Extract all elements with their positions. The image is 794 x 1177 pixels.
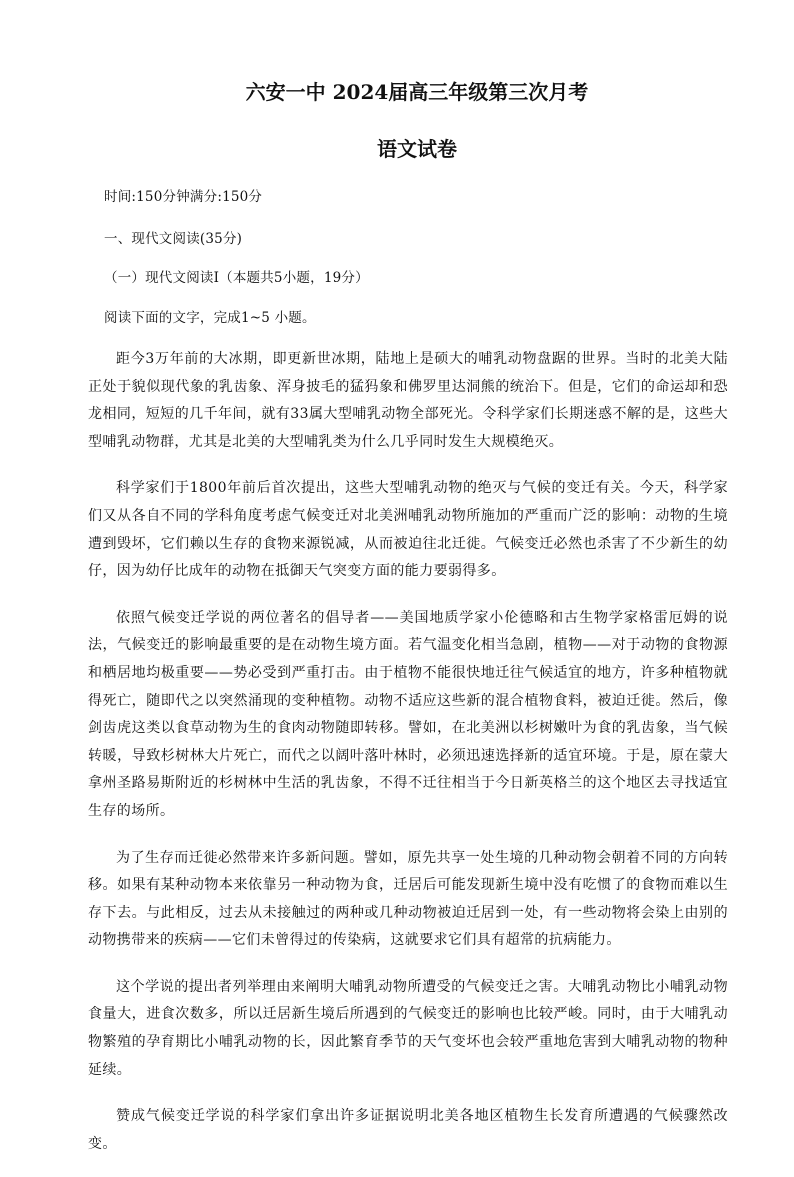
section-heading: 一、现代文阅读(35分) <box>104 231 243 247</box>
article-paragraph: 这个学说的提出者列举理由来阐明大哺乳动物所遭受的气候变迁之害。大哺乳动物比小哺乳动物食量大，进食次数多，所以迁居新生境后所遇到的气候变迁的影响也比较严峻。同时，由于大哺乳动物繁殖的孕育期比小哺乳动物的长，因此繁育季节的天气变坏也会较严重地危害到大哺乳动物的物种延续。 <box>88 978 728 1078</box>
exam-subject-title: 语文试卷 <box>377 137 457 161</box>
subsection-heading: （一）现代文阅读Ⅰ（本题共5小题，19分） <box>104 270 369 286</box>
article-paragraph: 科学家们于1800年前后首次提出，这些大型哺乳动物的绝灭与气候的变迁有关。今天，科学家们又从各自不同的学科角度考虑气候变迁对北美洲哺乳动物所施加的严重而广泛的影响：动物的生境遭到毁坏，它们赖以生存的食物来源锐减，从而被迫往北迁徙。气候变迁必然也杀害了不少新生的幼仔，因为幼仔比成年的动物在抵御天气突变方面的能力要弱得多。 <box>88 480 728 580</box>
article-paragraph: 距今3万年前的大冰期，即更新世冰期，陆地上是硕大的哺乳动物盘踞的世界。当时的北美大陆正处于貌似现代象的乳齿象、浑身披毛的猛犸象和佛罗里达洞熊的统治下。但是，它们的命运却和恐龙相同，短短的几千年间，就有33属大型哺乳动物全部死光。令科学家们长期迷惑不解的是，这些大型哺乳动物群，尤其是北美的大型哺乳类为什么几乎同时发生大规模绝灭。 <box>88 351 728 450</box>
article-paragraph: 赞成气候变迁学说的科学家们拿出许多证据说明北美各地区植物生长发育所遭遇的气候骤然改变。 <box>88 1108 728 1152</box>
exam-title: 六安一中 2024届高三年级第三次月考 <box>245 80 589 104</box>
exam-time-score: 时间:150分钟满分:150分 <box>104 189 263 205</box>
article-paragraph: 为了生存而迁徙必然带来许多新问题。譬如，原先共享一处生境的几种动物会朝着不同的方向转移。如果有某种动物本来依靠另一种动物为食，迁居后可能发现新生境中没有吃惯了的食物而难以生存下去。与此相反，过去从未接触过的两种或几种动物被迫迁居到一处，有一些动物将会染上由别的动物携带来的疾病——它们未曾得过的传染病，这就要求它们具有超常的抗病能力。 <box>88 849 728 949</box>
article-body <box>88 346 728 1177</box>
reading-instruction: 阅读下面的文字，完成1~5 小题。 <box>104 310 316 326</box>
article-paragraph: 依照气候变迁学说的两位著名的倡导者——美国地质学家小伦德略和古生物学家格雷厄姆的说法，气候变迁的影响最重要的是在动物生境方面。若气温变化相当急剧，植物——对于动物的食物源和栖居地均极重要——势必受到严重打击。由于植物不能很快地迁往气候适宜的地方，许多种植物就得死亡，随即代之以突然涌现的变种植物。动物不适应这些新的混合植物食料，被迫迁徙。然后，像剑齿虎这类以食草动物为生的食肉动物随即转移。譬如，在北美洲以杉树嫩叶为食的乳齿象，当气候转暖，导致杉树林大片死亡，而代之以阔叶落叶林时，必须迅速选择新的适宜环境。于是，原在蒙大拿州圣路易斯附近的杉树林中生活的乳齿象，不得不迁往相当于今日新英格兰的这个地区去寻找适宜生存的场所。 <box>88 609 728 819</box>
